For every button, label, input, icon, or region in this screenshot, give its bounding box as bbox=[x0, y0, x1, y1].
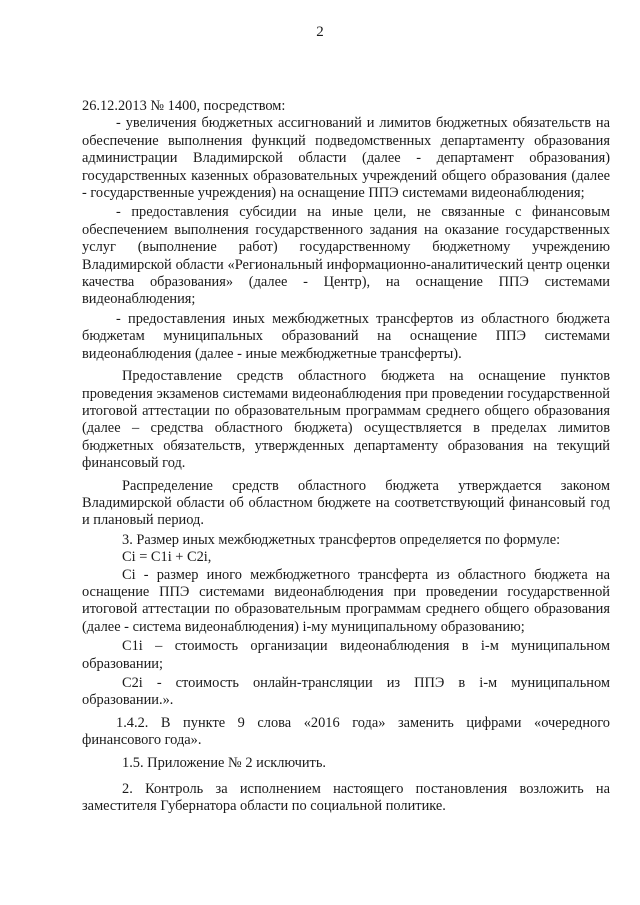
formula: Ci = C1i + C2i, bbox=[122, 549, 212, 566]
paragraph-budget-allocations: - увеличения бюджетных ассигнований и лимитов бюджетных обязательств на обеспечение выполнения функций подведомственных департаменту образования администрации Владимирской области (далее - департамент образования) государственных казенных образовательных учреждений общего образования (далее - государственные учреждения) на оснащение ППЭ системами видеонаблюдения; bbox=[82, 115, 610, 202]
paragraph-item-2-control: 2. Контроль за исполнением настоящего постановления возложить на заместителя Губернатора области по социальной политике. bbox=[82, 781, 610, 815]
paragraph-funds-distribution: Распределение средств областного бюджета утверждается законом Владимирской области об областном бюджете на соответствующий финансовый год и плановый период. bbox=[82, 477, 610, 529]
paragraph-subsidy: - предоставления субсидии на иные цели, не связанные с финансовым обеспечением выполнения государственного задания на оказание государственных услуг (выполнение работ) государственному бюджетному учреждению Владимирской области «Региональный информационно-аналитический центр оценки качества образования» (далее - Центр), на оснащение ППЭ системами видеонаблюдения; bbox=[82, 204, 610, 308]
paragraph-resolution-reference: 26.12.2013 № 1400, посредством: bbox=[82, 98, 286, 114]
paragraph-interbudget-transfers: - предоставления иных межбюджетных трансфертов из областного бюджета бюджетам муниципальных образований на оснащение ППЭ системами видеонаблюдения (далее - иные межбюджетные трансферты). bbox=[82, 310, 610, 362]
paragraph-formula-intro: 3. Размер иных межбюджетных трансфертов определяется по формуле: bbox=[122, 531, 561, 548]
paragraph-item-1-5: 1.5. Приложение № 2 исключить. bbox=[122, 754, 326, 771]
paragraph-funds-provision: Предоставление средств областного бюджета на оснащение пунктов проведения экзаменов системами видеонаблюдения при проведении государственной итоговой аттестации по образовательным программам среднего общего образования (далее – средства областного бюджета) осуществляется в пределах лимитов бюджетных обязательств, утвержденных департаменту образования на текущий финансовый год. bbox=[82, 368, 610, 472]
page-number: 2 bbox=[316, 24, 324, 40]
document-body bbox=[82, 98, 610, 816]
paragraph-ci-definition: Ci - размер иного межбюджетного трансферта из областного бюджета на оснащение ППЭ системами видеонаблюдения при проведении государственной итоговой аттестации по образовательным программам среднего общего образования (далее - система видеонаблюдения) i-му муниципальному образованию; bbox=[82, 566, 610, 635]
paragraph-c2i-definition: C2i - стоимость онлайн-трансляции из ППЭ в i-м муниципальном образовании.». bbox=[82, 675, 610, 709]
paragraph-c1i-definition: C1i – стоимость организации видеонаблюдения в i-м муниципальном образовании; bbox=[82, 638, 610, 672]
paragraph-item-1-4-2: 1.4.2. В пункте 9 слова «2016 года» заменить цифрами «очередного финансового года». bbox=[82, 714, 610, 749]
